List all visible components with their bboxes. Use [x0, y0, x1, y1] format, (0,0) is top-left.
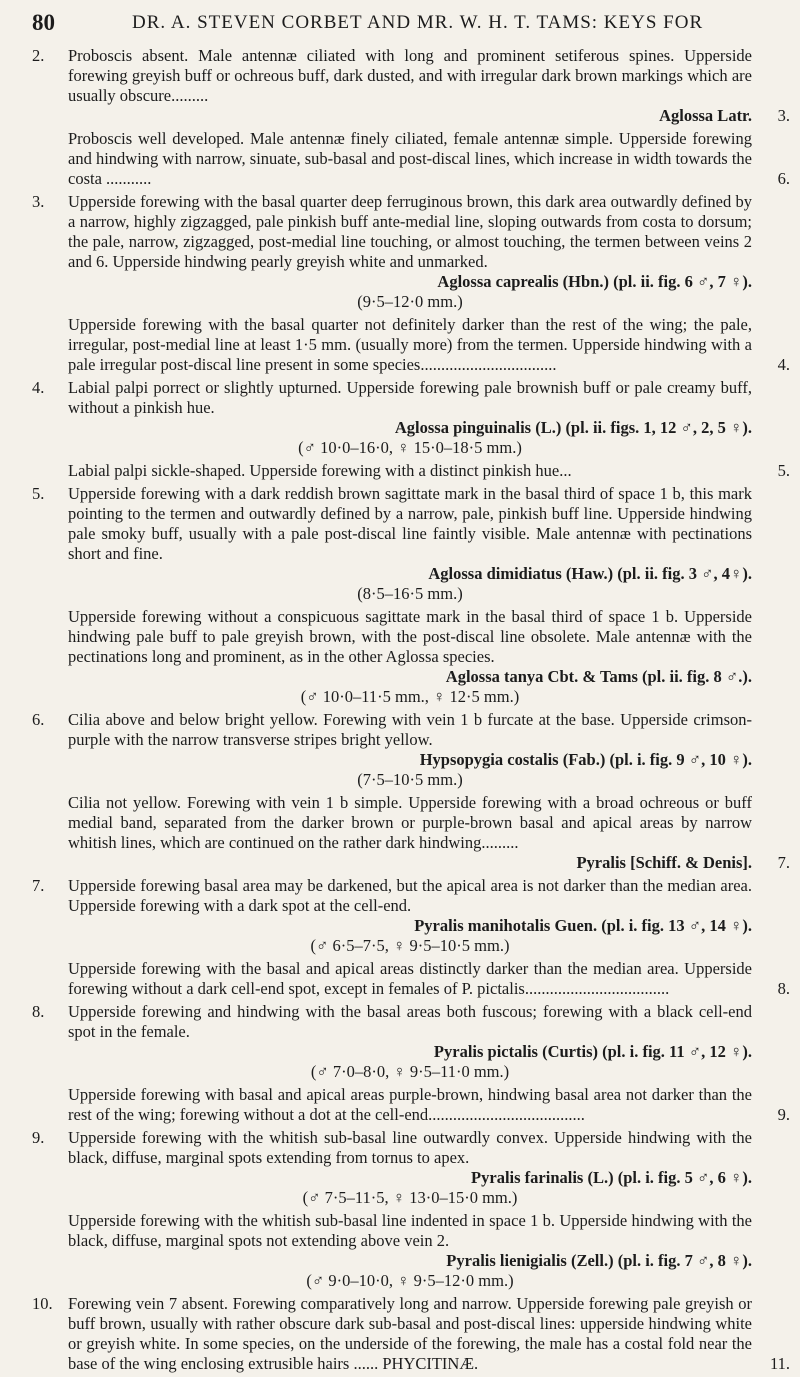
lead-text: Cilia not yellow. Forewing with vein 1 b simple. Upperside forewing with a broad ochreous or buff medial band, separated from the darker brown or purple-brown basal and apical areas by narrow whitish lines, which are continued on the rather dark hindwing......... [68, 793, 752, 852]
goto-couplet-number: 7. [777, 853, 790, 872]
couplet-number: 7. [32, 876, 45, 895]
key-couplet [0, 46, 800, 189]
wing-span-range: (♂ 7·0–8·0, ♀ 9·5–11·0 mm.) [310, 1062, 510, 1081]
taxon-name: Aglossa Latr. [659, 106, 752, 125]
taxon-name: Pyralis farinalis (L.) (pl. i. fig. 5 ♂, 6 ♀). [471, 1168, 752, 1187]
taxon-name: Pyralis lienigialis (Zell.) (pl. i. fig. 7 ♂, 8 ♀). [446, 1251, 752, 1270]
key-couplet [0, 1002, 800, 1125]
key-lead [0, 1294, 800, 1374]
key-lead [0, 1085, 800, 1125]
key-lead [0, 876, 800, 956]
lead-text: Proboscis absent. Male antennæ ciliated with long and prominent setiferous spines. Upperside forewing greyish buff or ochreous buff, dark dusted, and with irregular dark brown markings which are usually obscure......... [68, 46, 752, 105]
lead-text: Upperside forewing with the whitish sub-basal line indented in space 1 b. Upperside hindwing with the black, diffuse, marginal spots not extending above vein 2. [68, 1211, 752, 1250]
taxon-name: Pyralis [Schiff. & Denis]. [576, 853, 752, 872]
taxon-name: Pyralis manihotalis Guen. (pl. i. fig. 13 ♂, 14 ♀). [414, 916, 752, 935]
wing-span-range: (9·5–12·0 mm.) [357, 292, 463, 311]
key-lead [0, 461, 800, 481]
lead-text: Upperside forewing with basal and apical areas purple-brown, hindwing basal area not darker than the rest of the wing; forewing without a dot at the cell-end...................................... [68, 1085, 752, 1124]
taxon-name: Aglossa caprealis (Hbn.) (pl. ii. fig. 6 ♂, 7 ♀). [437, 272, 752, 291]
key-couplet [0, 1294, 800, 1374]
taxon-name: Aglossa tanya Cbt. & Tams (pl. ii. fig. 8 ♂.). [445, 667, 752, 686]
goto-couplet-number: 3. [777, 106, 790, 125]
lead-text: Forewing vein 7 absent. Forewing comparatively long and narrow. Upperside forewing pale greyish or buff brown, usually with rather obscure dark sub-basal and post-discal lines: upperside hindwing white or greyish white. In some species, on the underside of the forewing, the male has a costal fold near the base of the wing enclosing extrusible hairs ...... PHYCITINÆ. [68, 1294, 752, 1373]
running-head: DR. A. STEVEN CORBET AND MR. W. H. T. TAMS: KEYS FOR [132, 12, 704, 33]
couplet-number: 6. [32, 710, 45, 729]
couplet-number: 9. [32, 1128, 45, 1147]
goto-couplet-number: 11. [769, 1354, 790, 1373]
lead-text: Upperside forewing with the basal quarter deep ferruginous brown, this dark area outwardly defined by a narrow, highly zigzagged, pale pinkish buff ante-medial line, sloping outwards from costa to dorsum; the pale, narrow, zigzagged, post-medial line touching, or almost touching, the termen between veins 2 and 6. Upperside hindwing pearly greyish white and unmarked. [68, 192, 752, 271]
goto-couplet-number: 9. [777, 1105, 790, 1124]
key-couplet [0, 378, 800, 481]
wing-span-range: (♂ 6·5–7·5, ♀ 9·5–10·5 mm.) [310, 936, 510, 955]
key-lead [0, 1211, 800, 1291]
wing-span-range: (♂ 9·0–10·0, ♀ 9·5–12·0 mm.) [306, 1271, 514, 1290]
page-header [32, 10, 770, 38]
key-lead [0, 959, 800, 999]
lead-text: Cilia above and below bright yellow. Forewing with vein 1 b furcate at the base. Upperside crimson-purple with the narrow transverse stripes bright yellow. [68, 710, 752, 749]
key-lead [0, 192, 800, 312]
key-couplet [0, 876, 800, 999]
lead-text: Upperside forewing without a conspicuous sagittate mark in the basal third of space 1 b. Upperside hindwing pale buff to pale greyish brown, with the post-discal line obsolete. Male antennæ with the pectinations long and prominent, as in the other Aglossa species. [68, 607, 752, 666]
key-lead [0, 793, 800, 873]
lead-text: Upperside forewing with the whitish sub-basal line outwardly convex. Upperside hindwing with the black, diffuse, marginal spots extending from tornus to apex. [68, 1128, 752, 1167]
lead-text: Labial palpi porrect or slightly upturned. Upperside forewing pale brownish buff or pale creamy buff, without a pinkish hue. [68, 378, 752, 417]
lead-text: Upperside forewing with the basal quarter not definitely darker than the rest of the wing; the pale, irregular, post-medial line at least 1·5 mm. (usually more) from the termen. Upperside hindwing with a pale irregular post-discal line present in some species................................. [68, 315, 752, 374]
taxon-name: Pyralis pictalis (Curtis) (pl. i. fig. 11 ♂, 12 ♀). [433, 1042, 752, 1061]
key-lead [0, 710, 800, 790]
key-lead [0, 484, 800, 604]
goto-couplet-number: 4. [777, 355, 790, 374]
couplet-number: 2. [32, 46, 45, 65]
taxon-name: Aglossa pinguinalis (L.) (pl. ii. figs. 1, 12 ♂, 2, 5 ♀). [394, 418, 752, 437]
couplet-number: 10. [32, 1294, 53, 1313]
wing-span-range: (♂ 7·5–11·5, ♀ 13·0–15·0 mm.) [302, 1188, 518, 1207]
wing-span-range: (8·5–16·5 mm.) [357, 584, 463, 603]
couplet-number: 3. [32, 192, 45, 211]
couplet-number: 4. [32, 378, 45, 397]
key-couplet [0, 710, 800, 873]
key-couplet [0, 1128, 800, 1291]
key-lead [0, 46, 800, 126]
lead-text: Proboscis well developed. Male antennæ finely ciliated, female antennæ simple. Upperside forewing and hindwing with narrow, sinuate, sub-basal and post-discal lines, which increase in width towards the costa ........... [68, 129, 752, 188]
couplet-number: 5. [32, 484, 45, 503]
key-couplet [0, 192, 800, 375]
identification-key [0, 46, 800, 1377]
lead-text: Upperside forewing with a dark reddish brown sagittate mark in the basal third of space 1 b, this mark pointing to the termen and outwardly defined by a narrow, pale, pinkish buff line. Upperside hindwing pale smoky buff, usually with a pale post-discal line faintly visible. Male antennæ with pectinations short and fine. [68, 484, 752, 563]
key-lead [0, 129, 800, 189]
key-lead [0, 1128, 800, 1208]
couplet-number: 8. [32, 1002, 45, 1021]
key-lead [0, 607, 800, 707]
wing-span-range: (♂ 10·0–11·5 mm., ♀ 12·5 mm.) [300, 687, 520, 706]
lead-text: Upperside forewing and hindwing with the basal areas both fuscous; forewing with a black cell-end spot in the female. [68, 1002, 752, 1041]
key-lead [0, 378, 800, 458]
wing-span-range: (7·5–10·5 mm.) [357, 770, 463, 789]
goto-couplet-number: 5. [777, 461, 790, 480]
wing-span-range: (♂ 10·0–16·0, ♀ 15·0–18·5 mm.) [298, 438, 522, 457]
lead-text: Labial palpi sickle-shaped. Upperside forewing with a distinct pinkish hue... [68, 461, 572, 480]
lead-text: Upperside forewing basal area may be darkened, but the apical area is not darker than the median area. Upperside forewing with a dark spot at the cell-end. [68, 876, 752, 915]
lead-text: Upperside forewing with the basal and apical areas distinctly darker than the median area. Upperside forewing without a dark cell-end spot, except in females of P. pictalis................................... [68, 959, 752, 998]
taxon-name: Aglossa dimidiatus (Haw.) (pl. ii. fig. 3 ♂, 4♀). [428, 564, 752, 583]
page-number: 80 [32, 10, 55, 35]
key-couplet [0, 484, 800, 707]
key-lead [0, 315, 800, 375]
taxon-name: Hypsopygia costalis (Fab.) (pl. i. fig. 9 ♂, 10 ♀). [419, 750, 752, 769]
key-lead [0, 1002, 800, 1082]
goto-couplet-number: 6. [777, 169, 790, 188]
goto-couplet-number: 8. [777, 979, 790, 998]
